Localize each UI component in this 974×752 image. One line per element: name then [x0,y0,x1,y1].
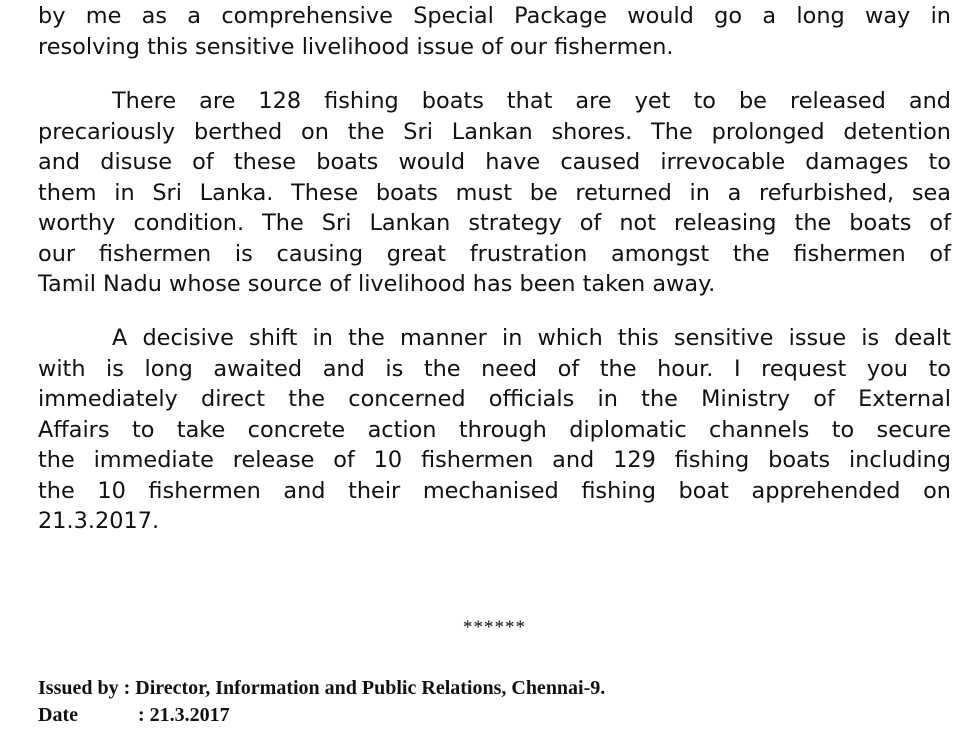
text-line: Affairs to take concrete action through diplomatic channels to secure [38,416,951,443]
date-value: : 21.3.2017 [138,704,230,726]
paragraph-closing-package [38,1,951,62]
text-line: the 10 fishermen and their mechanised fishing boat apprehended on [38,477,951,504]
section-separator: ****** [463,617,526,638]
text-line: by me as a comprehensive Special Package would go a long way in [38,3,951,29]
text-line: Tamil Nadu whose source of livelihood has been taken away. [38,271,716,297]
text-line: 21.3.2017. [38,508,160,534]
paragraph-fishing-boats [38,86,951,300]
text-line: precariously berthed on the Sri Lankan shores. The prolonged detention [38,118,951,145]
issuer-footer [38,675,605,729]
text-line: and disuse of these boats would have caused irrevocable damages to [38,149,951,175]
text-line: worthy condition. The Sri Lankan strategy of not releasing the boats of [38,210,951,236]
date-line [38,702,605,729]
paragraph-request [38,323,951,537]
text-line: resolving this sensitive livelihood issue of our fishermen. [38,33,674,60]
text-line: them in Sri Lanka. These boats must be returned in a refurbished, sea [38,179,951,206]
issued-by-line: Issued by : Director, Information and Public Relations, Chennai-9. [38,677,606,699]
date-label: Date [38,704,78,726]
text-line: A decisive shift in the manner in which this sensitive issue is dealt [112,325,951,351]
text-line: There are 128 fishing boats that are yet to be released and [112,88,951,114]
text-line: immediately direct the concerned officials in the Ministry of External [38,386,951,412]
text-line: with is long awaited and is the need of the hour. I request you to [38,355,951,382]
text-line: our fishermen is causing great frustration amongst the fishermen of [38,240,951,267]
text-line: the immediate release of 10 fishermen and 129 fishing boats including [38,447,951,473]
